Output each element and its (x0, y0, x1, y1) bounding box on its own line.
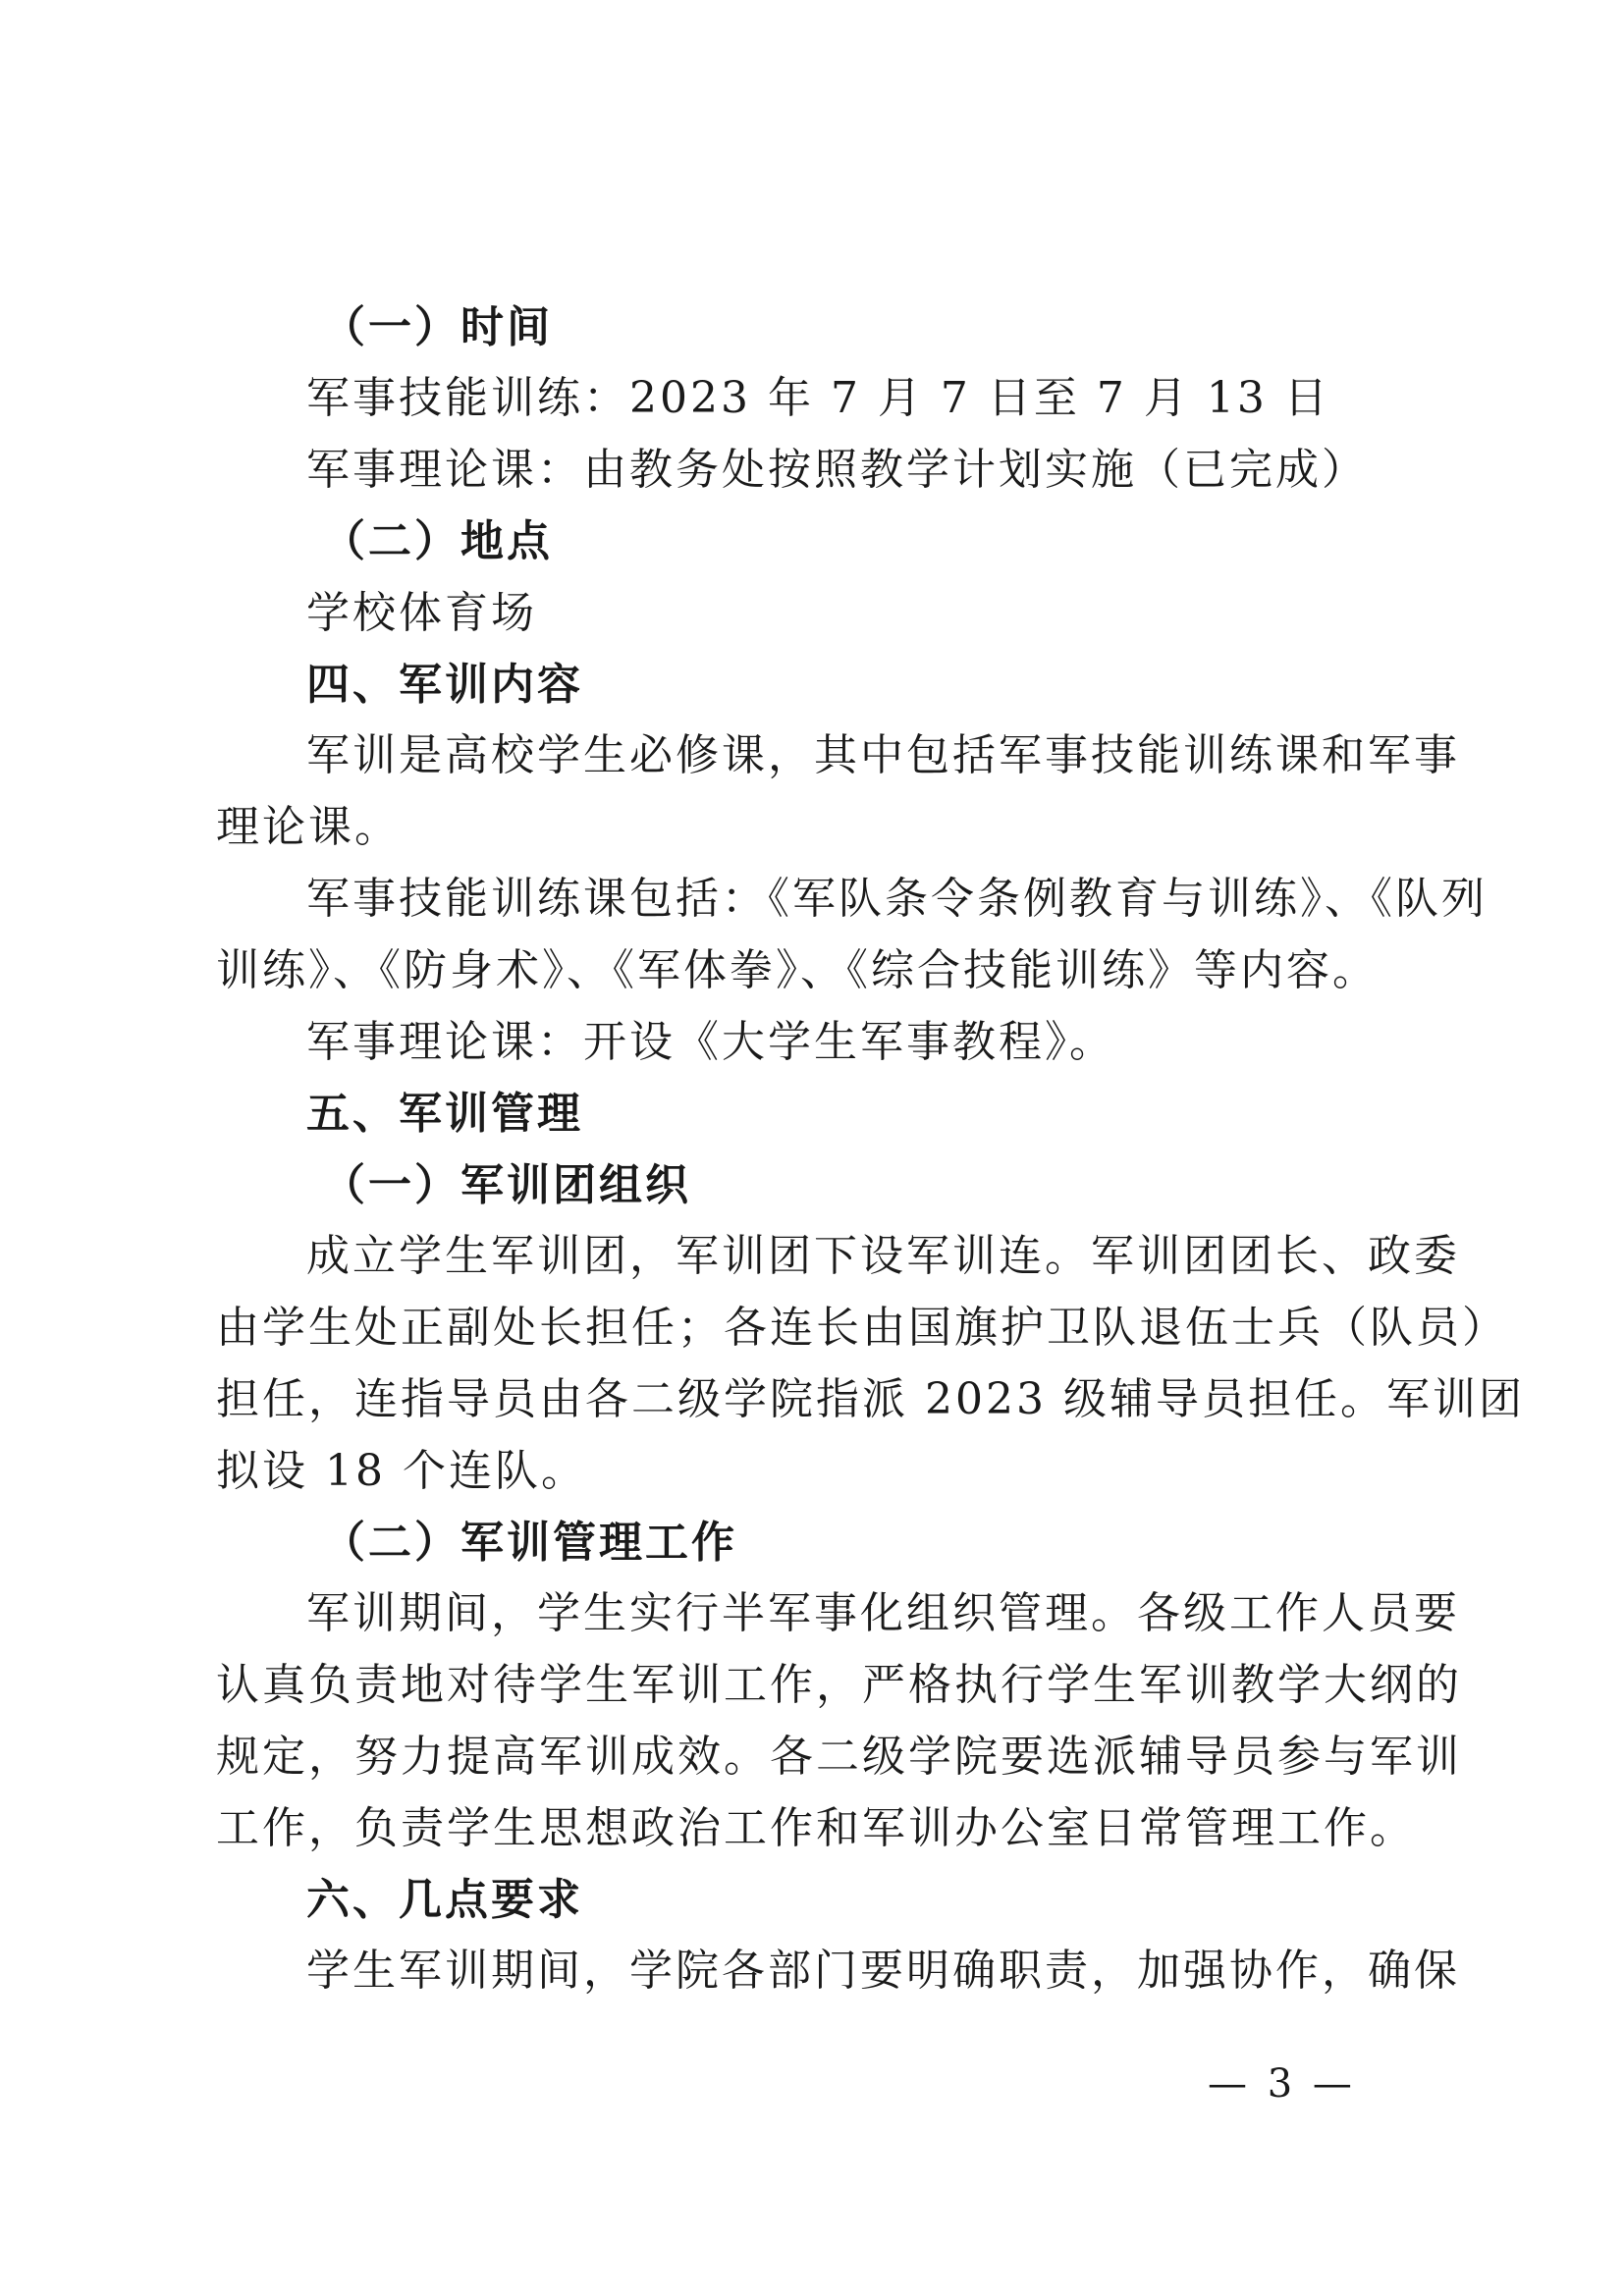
paragraph-line: 训练》、《防身术》、《军体拳》、《综合技能训练》等内容。 (216, 945, 1379, 995)
paragraph-line: 担任，连指导员由各二级学院指派 2023 级辅导员担任。军训团 (216, 1374, 1525, 1424)
paragraph-line: 学校体育场 (306, 588, 537, 638)
paragraph-line: 拟设 18 个连队。 (216, 1446, 587, 1496)
subheading-management-work: （二）军训管理工作 (322, 1518, 737, 1568)
paragraph-line: 学生军训期间，学院各部门要明确职责，加强协作，确保 (306, 1946, 1460, 1996)
paragraph-line: 军事理论课：开设《大学生军事教程》。 (306, 1017, 1115, 1067)
paragraph-line: 军事理论课：由教务处按照教学计划实施（已完成） (306, 445, 1368, 495)
paragraph-line: 军事技能训练课包括：《军队条令条例教育与训练》、《队列 (306, 874, 1488, 924)
paragraph-line: 军事技能训练：2023 年 7 月 7 日至 7 月 13 日 (306, 373, 1330, 423)
section-heading-training-content: 四、军训内容 (306, 660, 583, 710)
paragraph-line: 规定，努力提高军训成效。各二级学院要选派辅导员参与军训 (216, 1732, 1462, 1782)
subheading-time: （一）时间 (322, 302, 553, 352)
paragraph-line: 工作，负责学生思想政治工作和军训办公室日常管理工作。 (216, 1803, 1416, 1853)
section-heading-requirements: 六、几点要求 (306, 1875, 583, 1925)
paragraph-line: 军训期间，学生实行半军事化组织管理。各级工作人员要 (306, 1588, 1460, 1638)
paragraph-line: 成立学生军训团，军训团下设军训连。军训团团长、政委 (306, 1231, 1460, 1281)
page-number: — 3 — (1208, 2061, 1356, 2107)
subheading-organization: （一）军训团组织 (322, 1160, 691, 1210)
paragraph-line: 军训是高校学生必修课，其中包括军事技能训练课和军事 (306, 730, 1460, 780)
subheading-location: （二）地点 (322, 516, 553, 566)
paragraph-line: 由学生处正副处长担任；各连长由国旗护卫队退伍士兵（队员） (216, 1303, 1508, 1353)
paragraph-line: 理论课。 (216, 802, 401, 852)
paragraph-line: 认真负责地对待学生军训工作，严格执行学生军训教学大纲的 (216, 1660, 1462, 1710)
section-heading-training-management: 五、军训管理 (306, 1089, 583, 1139)
